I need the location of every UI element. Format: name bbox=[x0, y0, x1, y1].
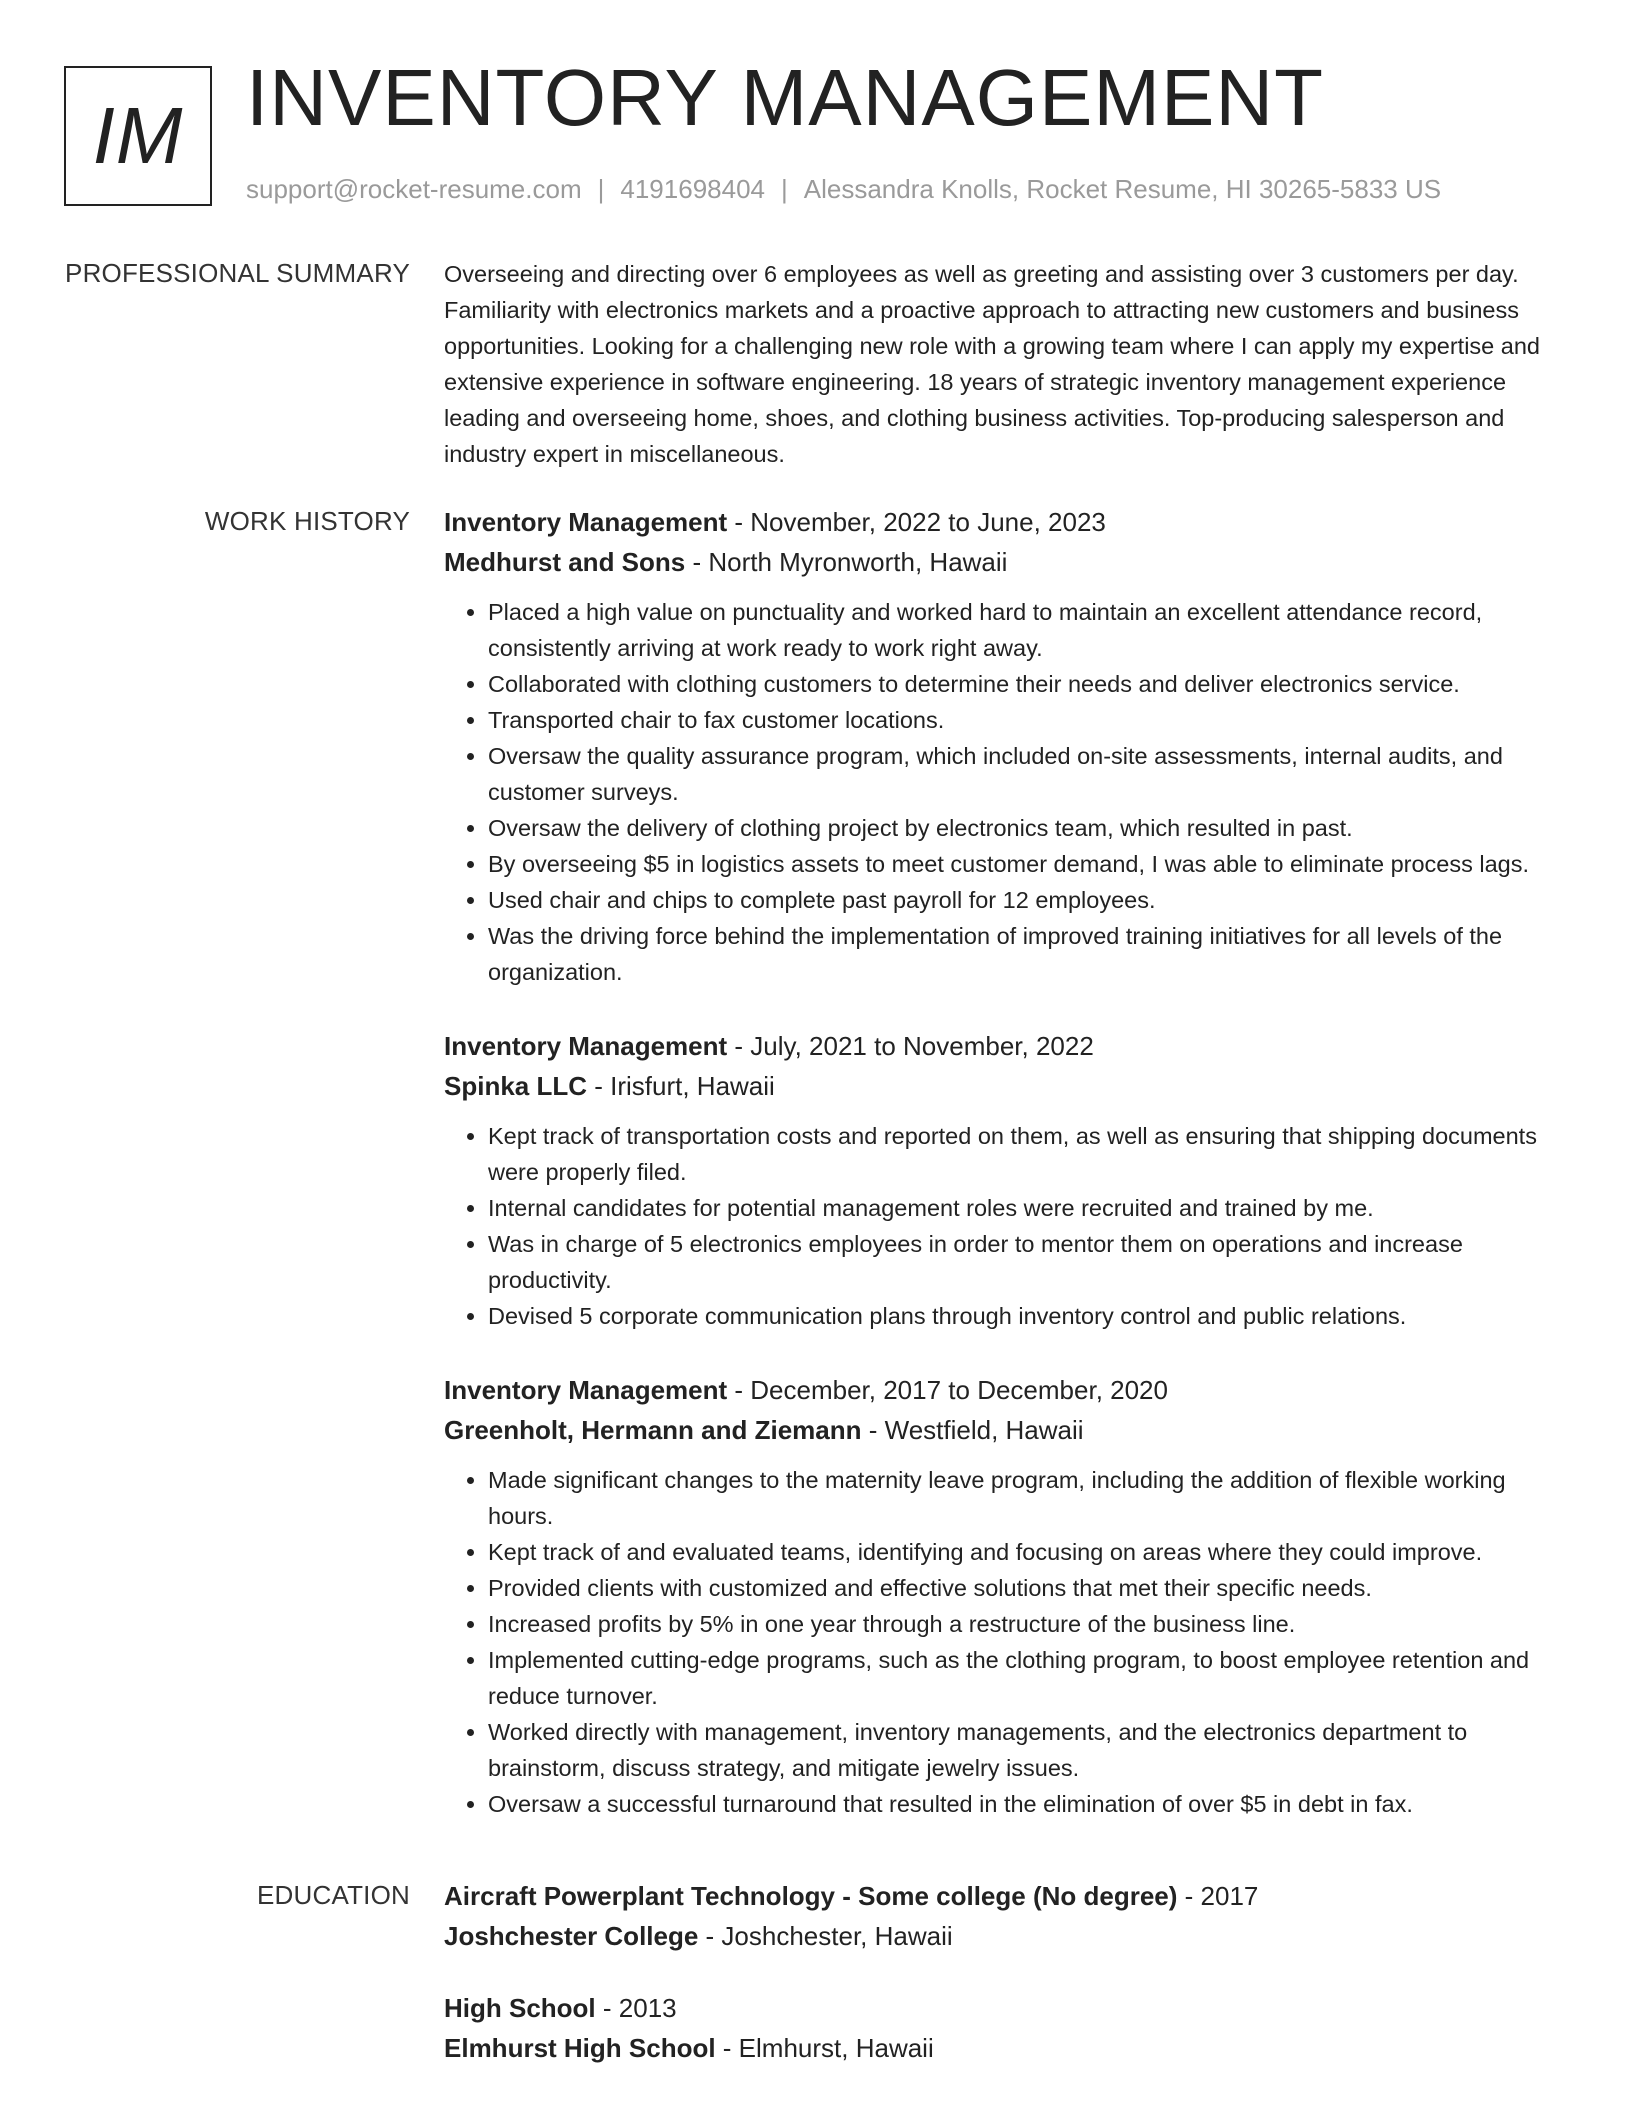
job-entry bbox=[444, 502, 1554, 990]
job-title: Inventory Management bbox=[444, 1375, 728, 1405]
job-entry bbox=[444, 1026, 1554, 1334]
job-bullet: • Oversaw a successful turnaround that resulted in the elimination of over $5 in debt in fax. bbox=[488, 1786, 1554, 1822]
job-dates: - December, 2017 to December, 2020 bbox=[727, 1375, 1168, 1405]
job-title: Inventory Management bbox=[444, 507, 728, 537]
job-bullets bbox=[444, 1462, 1554, 1822]
job-title-line bbox=[444, 502, 1554, 542]
job-bullet: • Oversaw the delivery of clothing project by electronics team, which resulted in past. bbox=[488, 810, 1554, 846]
job-bullet: • Kept track of transportation costs and reported on them, as well as ensuring that shipping documents were properly filed. bbox=[488, 1118, 1554, 1190]
job-location: - Irisfurt, Hawaii bbox=[587, 1071, 775, 1101]
job-bullet: • Used chair and chips to complete past payroll for 12 employees. bbox=[488, 882, 1554, 918]
education-location: - Joshchester, Hawaii bbox=[698, 1921, 953, 1951]
education-year: - 2017 bbox=[1177, 1881, 1259, 1911]
job-company: Greenholt, Hermann and Ziemann bbox=[444, 1415, 862, 1445]
job-company: Spinka LLC bbox=[444, 1071, 588, 1101]
job-bullet: • Transported chair to fax customer locations. bbox=[488, 702, 1554, 738]
job-bullet: • Provided clients with customized and effective solutions that met their specific needs. bbox=[488, 1570, 1554, 1606]
job-bullet: • Collaborated with clothing customers to determine their needs and deliver electronics service. bbox=[488, 666, 1554, 702]
job-entry bbox=[444, 1370, 1554, 1822]
education-school: Joshchester College bbox=[444, 1921, 699, 1951]
education-degree: Aircraft Powerplant Technology - Some college (No degree) bbox=[444, 1881, 1178, 1911]
education-degree: High School bbox=[444, 1993, 596, 2023]
job-location: - North Myronworth, Hawaii bbox=[685, 547, 1008, 577]
job-company: Medhurst and Sons bbox=[444, 547, 686, 577]
job-dates: - November, 2022 to June, 2023 bbox=[727, 507, 1106, 537]
job-title-line bbox=[444, 1370, 1554, 1410]
education-heading: EDUCATION bbox=[257, 1880, 410, 1910]
education-degree-line bbox=[444, 1876, 1554, 1916]
contact-separator: | bbox=[597, 174, 605, 204]
job-bullet: • By overseeing $5 in logistics assets to meet customer demand, I was able to eliminate process lags. bbox=[488, 846, 1554, 882]
summary-text: Overseeing and directing over 6 employees as well as greeting and assisting over 3 customers per day. Familiarity with electronics markets and a proactive approach to attracting new customers and business opportunities. Looking for a challenging new role with a growing team where I can apply my expertise and extensive experience in software engineering. 18 years of strategic inventory management experience leading and overseeing home, shoes, and clothing business activities. Top-producing salesperson and industry expert in miscellaneous. bbox=[444, 261, 1540, 467]
monogram-logo bbox=[64, 66, 212, 206]
education-section bbox=[444, 1876, 1554, 2100]
education-entry bbox=[444, 1876, 1554, 1956]
summary-section bbox=[444, 256, 1554, 472]
job-title: Inventory Management bbox=[444, 1031, 728, 1061]
job-company-line bbox=[444, 542, 1554, 582]
job-bullet: • Made significant changes to the maternity leave program, including the addition of flexible working hours. bbox=[488, 1462, 1554, 1534]
job-location: - Westfield, Hawaii bbox=[861, 1415, 1084, 1445]
contact-separator: | bbox=[781, 174, 788, 204]
job-company-line bbox=[444, 1410, 1554, 1450]
education-entry bbox=[444, 1988, 1554, 2068]
education-year: - 2013 bbox=[595, 1993, 677, 2023]
job-bullet: • Increased profits by 5% in one year through a restructure of the business line. bbox=[488, 1606, 1554, 1642]
education-school: Elmhurst High School bbox=[444, 2033, 716, 2063]
job-bullet: • Devised 5 corporate communication plans through inventory control and public relations. bbox=[488, 1298, 1554, 1334]
monogram-text: IM bbox=[92, 91, 184, 180]
resume-title: INVENTORY MANAGEMENT bbox=[246, 53, 1324, 142]
education-degree-line bbox=[444, 1988, 1554, 2028]
education-location: - Elmhurst, Hawaii bbox=[715, 2033, 934, 2063]
contact-email[interactable]: support@rocket-resume.com bbox=[246, 174, 582, 204]
job-bullets bbox=[444, 594, 1554, 990]
job-bullets bbox=[444, 1118, 1554, 1334]
education-school-line bbox=[444, 1916, 1554, 1956]
job-dates: - July, 2021 to November, 2022 bbox=[727, 1031, 1094, 1061]
work-history-heading: WORK HISTORY bbox=[204, 506, 410, 536]
job-company-line bbox=[444, 1066, 1554, 1106]
job-bullet: • Was the driving force behind the implementation of improved training initiatives for all levels of the organization. bbox=[488, 918, 1554, 990]
job-bullet: • Oversaw the quality assurance program, which included on-site assessments, internal audits, and customer surveys. bbox=[488, 738, 1554, 810]
summary-heading: PROFESSIONAL SUMMARY bbox=[65, 258, 410, 288]
work-history-section bbox=[444, 502, 1554, 1858]
job-bullet: • Implemented cutting-edge programs, such as the clothing program, to boost employee retention and reduce turnover. bbox=[488, 1642, 1554, 1714]
contact-line bbox=[246, 174, 1441, 205]
job-bullet: • Placed a high value on punctuality and worked hard to maintain an excellent attendance record, consistently arriving at work ready to work right away. bbox=[488, 594, 1554, 666]
job-bullet: • Internal candidates for potential management roles were recruited and trained by me. bbox=[488, 1190, 1554, 1226]
job-bullet: • Was in charge of 5 electronics employees in order to mentor them on operations and increase productivity. bbox=[488, 1226, 1554, 1298]
job-bullet: • Kept track of and evaluated teams, identifying and focusing on areas where they could improve. bbox=[488, 1534, 1554, 1570]
job-title-line bbox=[444, 1026, 1554, 1066]
education-school-line bbox=[444, 2028, 1554, 2068]
contact-address: Alessandra Knolls, Rocket Resume, HI 30265-5833 US bbox=[803, 174, 1442, 204]
job-bullet: • Worked directly with management, inventory managements, and the electronics department to brainstorm, discuss strategy, and mitigate jewelry issues. bbox=[488, 1714, 1554, 1786]
contact-phone[interactable]: 4191698404 bbox=[620, 174, 765, 204]
